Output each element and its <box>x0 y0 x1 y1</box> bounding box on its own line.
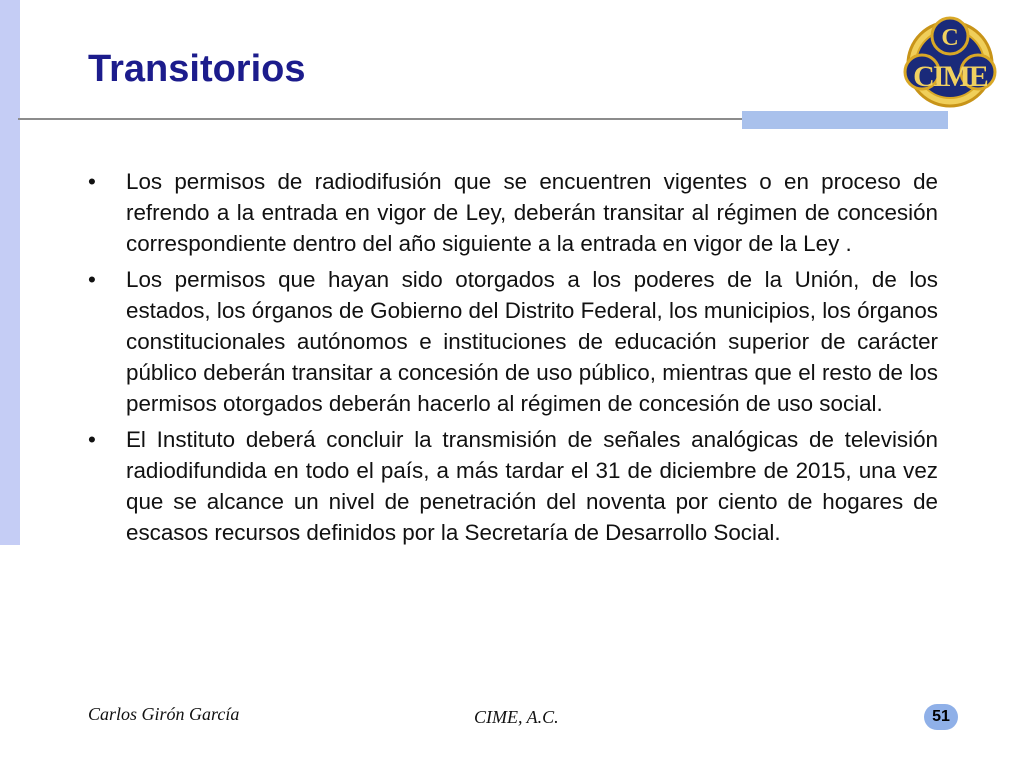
footer-author: Carlos Girón García <box>88 704 240 724</box>
bullet-marker: • <box>88 169 96 194</box>
bullet-list <box>88 167 938 555</box>
footer-organization: CIME, A.C. <box>474 707 559 727</box>
bullet-marker: • <box>88 427 96 453</box>
cime-logo <box>898 14 1002 108</box>
bullet-item <box>88 265 938 419</box>
left-accent-bar <box>0 0 20 545</box>
page-number-badge: 51 <box>924 704 958 730</box>
bullet-item <box>88 425 938 548</box>
svg-text:CIME: CIME <box>913 60 987 93</box>
bullet-item <box>88 167 938 259</box>
svg-text:C: C <box>941 25 959 51</box>
title-accent-bar <box>742 111 948 129</box>
bullet-text: Los permisos de radiodifusión que se encuentren vigentes o en proceso de refrendo a la entrada en vigor de Ley, deberán transitar al régimen de concesión correspondiente dentro del año siguiente a la entrada en vigor de la Ley . <box>126 169 938 256</box>
bullet-text: Los permisos que hayan sido otorgados a los poderes de la Unión, de los estados, los órganos de Gobierno del Distrito Federal, los municipios, los órganos constitucionales autónomos e instituciones de educación superior de carácter público deberán transitar a concesión de uso público, mientras que el resto de los permisos otorgados deberán hacerlo al régimen de concesión de uso social. <box>126 267 938 416</box>
bullet-marker: • <box>88 267 96 293</box>
bullet-text: El Instituto deberá concluir la transmisión de señales analógicas de televisión radiodifundida en todo el país, a más tardar el 31 de diciembre de 2015, una vez que se alcance un nivel de penetración del noventa por ciento de hogares de escasos recursos definidos por la Secretaría de Desarrollo Social. <box>126 427 938 545</box>
slide-title: Transitorios <box>88 48 306 90</box>
